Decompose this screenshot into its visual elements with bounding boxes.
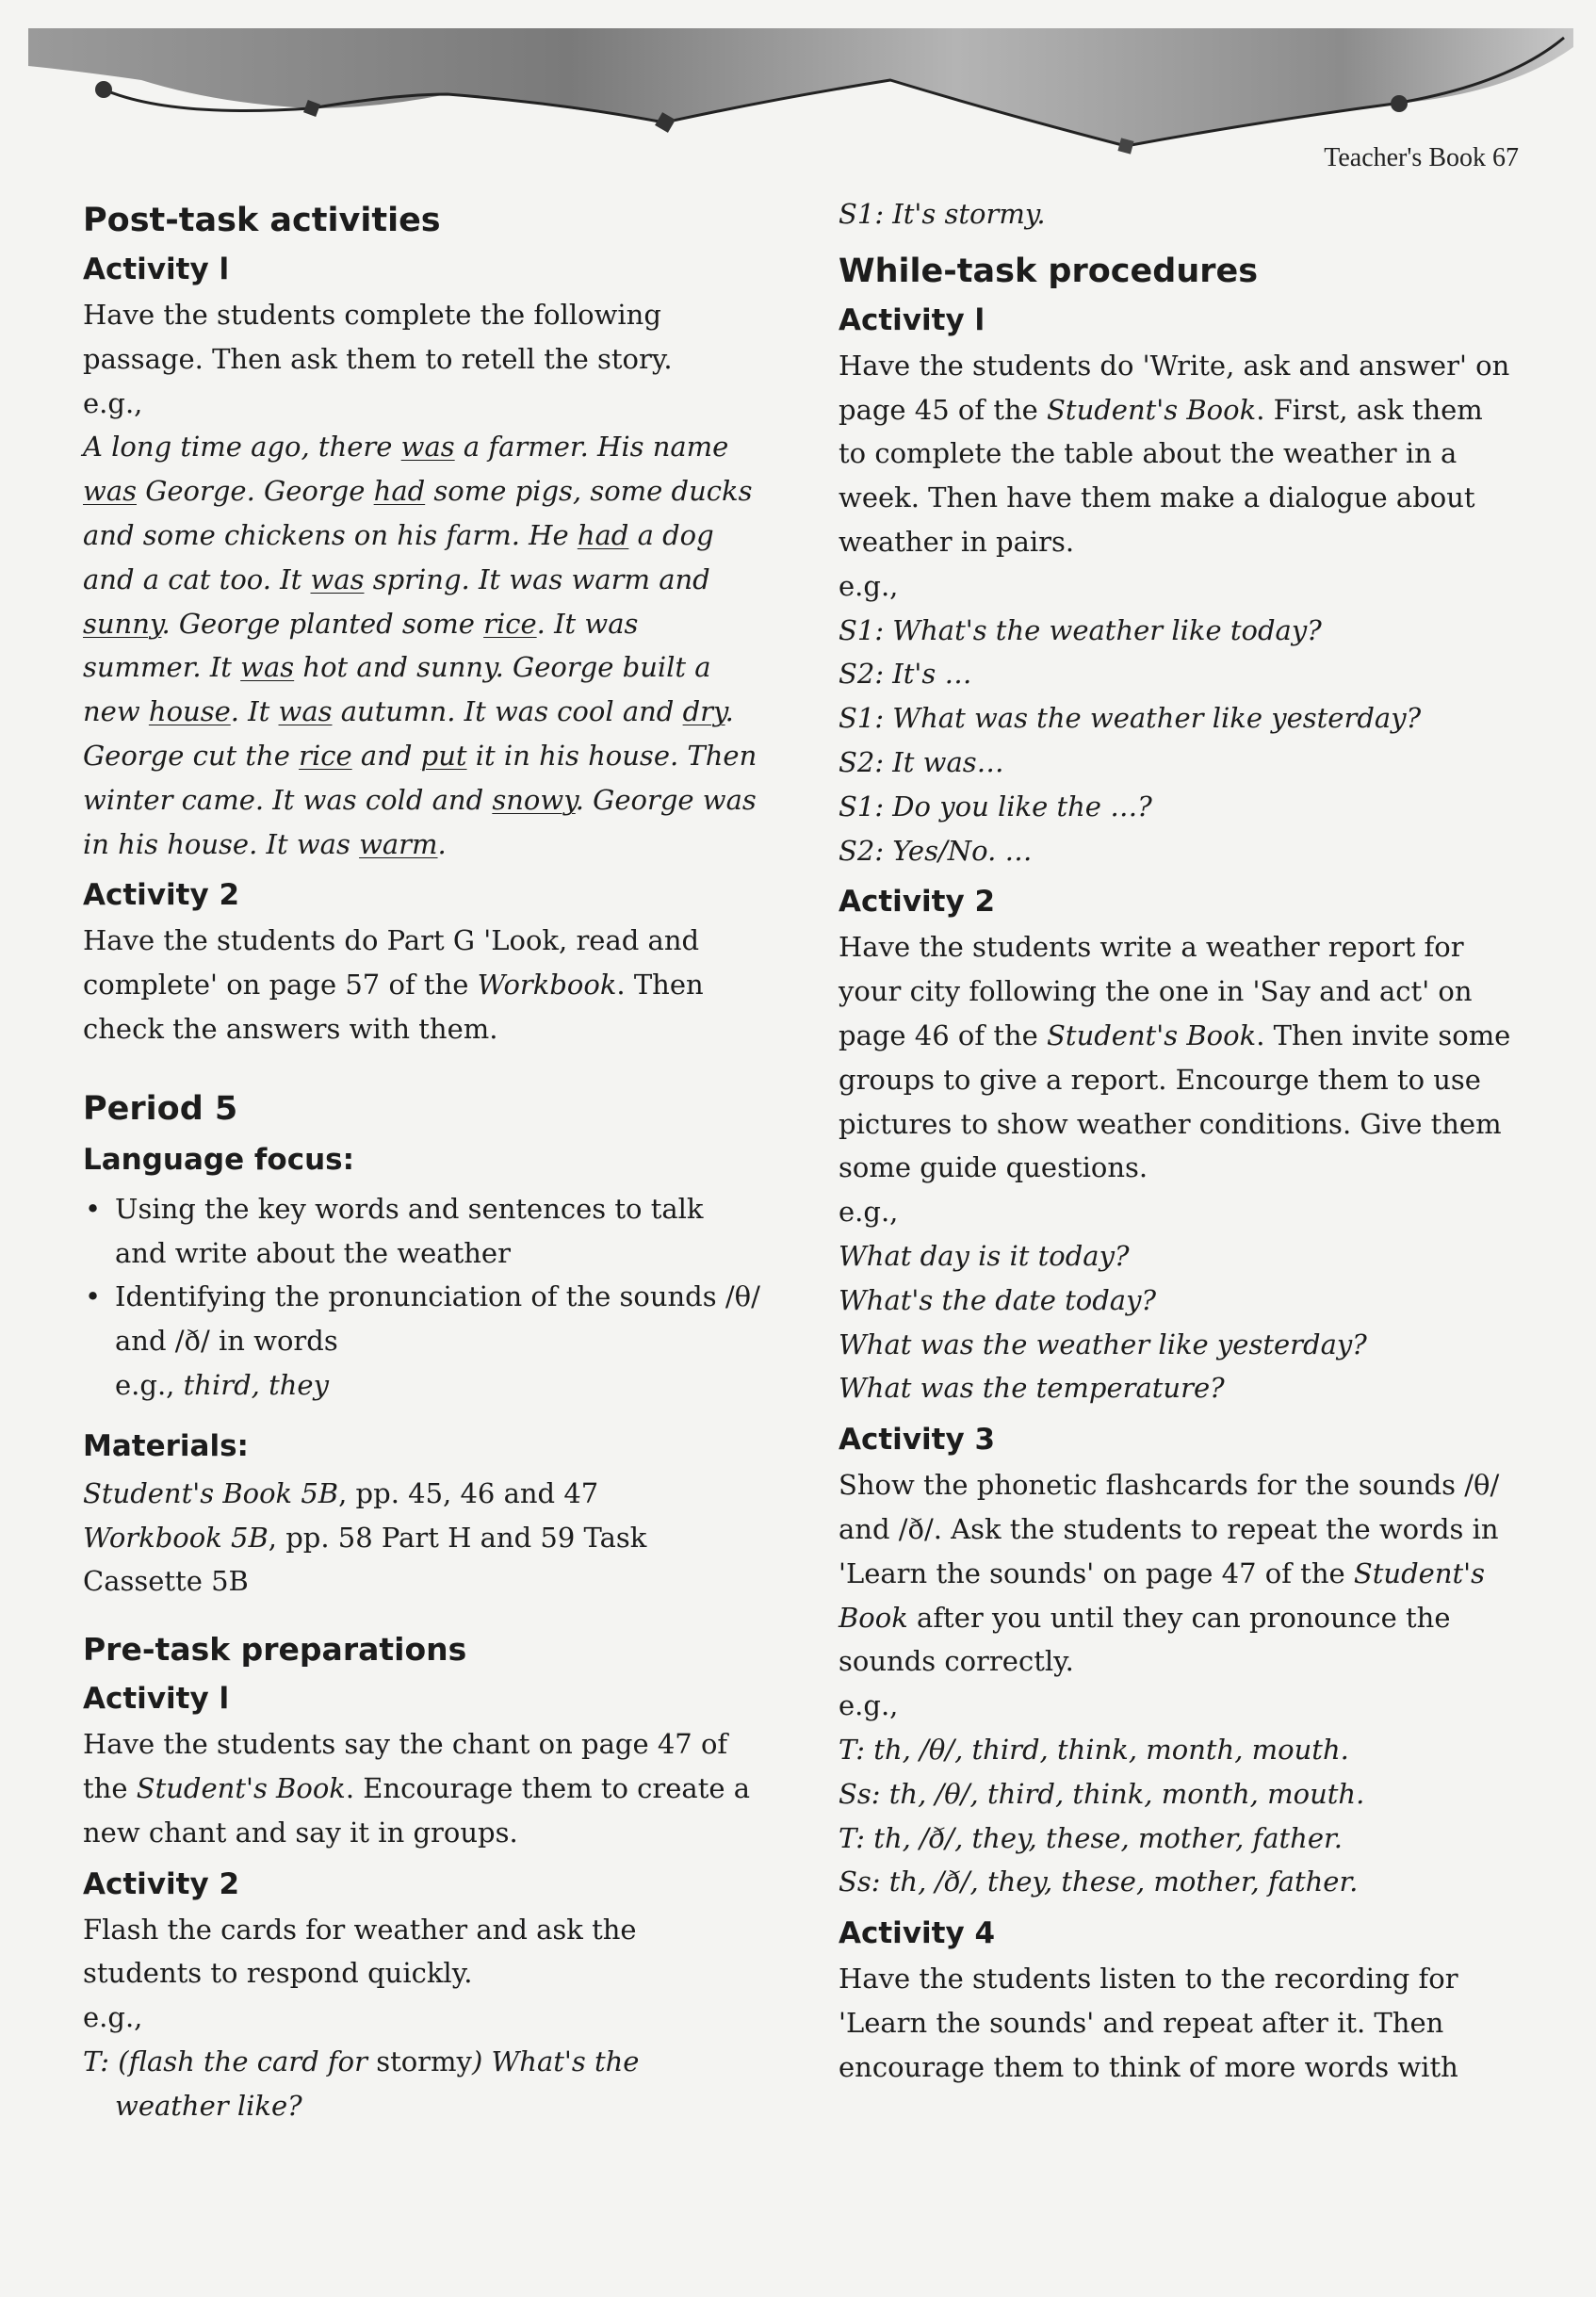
left-column bbox=[83, 193, 761, 2128]
pre-activity-1-instruction: Have the students say the chant on page 47 of the Student's Book. Encourage them to create a new chant and say it in groups. bbox=[83, 1728, 751, 1849]
period-heading: Period 5 bbox=[83, 1089, 238, 1128]
pre-task-heading: Pre-task preparations bbox=[83, 1631, 467, 1669]
materials-heading: Materials: bbox=[83, 1428, 249, 1463]
while-activity-3-heading: Activity 3 bbox=[839, 1423, 996, 1458]
banner-bead bbox=[95, 81, 112, 98]
while-activity-2-instruction: Have the students write a weather report for your city following the one in 'Say and act' on page 46 of the Student's Book. Then invite some groups to give a report. Encourge them to use pictures to show weather conditions. Give them some guide questions. bbox=[839, 931, 1511, 1184]
filled-blank: was bbox=[310, 562, 365, 595]
dialogue-line: S1: It's stormy. bbox=[839, 198, 1046, 230]
story-text: and bbox=[351, 739, 421, 772]
guide-question: What was the weather like yesterday? bbox=[839, 1328, 1367, 1360]
language-focus-list bbox=[83, 1187, 761, 1363]
dialogue-line: S1: What's the weather like today? bbox=[839, 613, 1322, 646]
filled-blank: was bbox=[278, 695, 333, 728]
while-activity-4-instruction: Have the students listen to the recording for 'Learn the sounds' and repeat after it. Then encourage them to think of more words with bbox=[839, 1963, 1458, 2083]
filled-blank: warm bbox=[359, 827, 438, 860]
story-passage bbox=[83, 425, 761, 866]
story-text: . George was in his house. It was bbox=[83, 783, 757, 860]
story-text: . It bbox=[230, 695, 279, 728]
while-task-heading: While-task procedures bbox=[839, 252, 1259, 290]
list-item: • Using the key words and sentences to talk and write about the weather bbox=[83, 1187, 761, 1276]
pre-activity-1-heading: Activity l bbox=[83, 1682, 230, 1717]
teacher-line: T: (flash the card for stormy) What's the weather like? bbox=[83, 2044, 640, 2122]
pre-activity-2-heading: Activity 2 bbox=[83, 1866, 240, 1901]
while-activity-2-heading: Activity 2 bbox=[839, 885, 996, 920]
drill-line: T: th, /θ/, third, think, month, mouth. bbox=[839, 1733, 1349, 1766]
while-activity-3-instruction: Show the phonetic flashcards for the sounds /θ/ and /ð/. Ask the students to repeat the words in 'Learn the sounds' on page 47 of the Student's Book after you until they can pronounce the sounds correctly. bbox=[839, 1469, 1500, 1678]
guide-question: What was the temperature? bbox=[839, 1372, 1225, 1405]
filled-blank: was bbox=[400, 431, 455, 464]
language-focus-heading: Language focus: bbox=[83, 1142, 355, 1177]
filled-blank: rice bbox=[483, 607, 537, 640]
material-item: Workbook 5B, pp. 58 Part H and 59 Task bbox=[83, 1521, 647, 1554]
while-activity-1-instruction: Have the students do 'Write, ask and answer' on page 45 of the Student's Book. First, ask them to complete the table about the weather in a week. Then have them make a dialogue about weather in pairs. bbox=[839, 349, 1510, 558]
filled-blank: had bbox=[373, 475, 426, 508]
dialogue-line: S1: Do you like the …? bbox=[839, 790, 1152, 823]
banner-shape bbox=[28, 28, 1573, 146]
post-task-heading: Post-task activities bbox=[83, 202, 441, 239]
material-item: Cassette 5B bbox=[83, 1565, 249, 1598]
header-banner bbox=[0, 0, 1596, 165]
drill-line: Ss: th, /θ/, third, think, month, mouth. bbox=[839, 1777, 1365, 1810]
eg-label: e.g., bbox=[83, 386, 143, 419]
activity-1-heading: Activity l bbox=[83, 253, 230, 286]
language-focus-example: e.g., third, they bbox=[115, 1368, 329, 1401]
story-text: it in his house. Then winter came. It was cold and bbox=[83, 739, 757, 816]
dialogue-line: S2: Yes/No. … bbox=[839, 834, 1033, 867]
while-activity-4-heading: Activity 4 bbox=[839, 1916, 996, 1951]
list-item: • Identifying the pronunciation of the sounds /θ/ and /ð/ in words bbox=[83, 1275, 761, 1363]
filled-blank: snowy bbox=[492, 783, 576, 816]
right-column bbox=[839, 192, 1517, 2089]
guide-question: What day is it today? bbox=[839, 1239, 1130, 1272]
filled-blank: put bbox=[420, 739, 467, 772]
filled-blank: was bbox=[240, 651, 295, 684]
story-text: spring. It was warm and bbox=[364, 562, 710, 595]
filled-blank: had bbox=[577, 518, 629, 551]
story-text: . George planted some bbox=[161, 607, 484, 640]
filled-blank: rice bbox=[299, 739, 352, 772]
story-text: autumn. It was cool and bbox=[332, 695, 683, 728]
dialogue-line: S2: It's … bbox=[839, 658, 972, 691]
story-text: . George cut the bbox=[83, 695, 734, 772]
eg-label: e.g., bbox=[83, 2001, 143, 2034]
guide-question: What's the date today? bbox=[839, 1283, 1156, 1316]
pre-activity-2-instruction: Flash the cards for weather and ask the students to respond quickly. bbox=[83, 1913, 637, 1990]
story-text: a dog and a cat too. It bbox=[83, 518, 714, 595]
activity-2-instruction: Have the students do Part G 'Look, read and complete' on page 57 of the Workbook. Then check the answers with them. bbox=[83, 924, 704, 1045]
eg-label: e.g., bbox=[839, 1689, 899, 1722]
page-number-label: Teacher's Book 67 bbox=[1324, 143, 1519, 172]
material-item: Student's Book 5B, pp. 45, 46 and 47 bbox=[83, 1476, 599, 1509]
filled-blank: sunny bbox=[83, 607, 162, 640]
activity-2-heading: Activity 2 bbox=[83, 878, 240, 913]
filled-blank: house bbox=[148, 695, 231, 728]
story-text: George. George bbox=[137, 475, 374, 508]
while-activity-1-heading: Activity l bbox=[839, 302, 985, 337]
dialogue-line: S2: It was… bbox=[839, 745, 1004, 778]
story-text: some pigs, some ducks and some chickens on his farm. He bbox=[83, 475, 753, 551]
story-text: hot and sunny. George built a new bbox=[83, 651, 711, 728]
story-text: . bbox=[437, 827, 447, 860]
drill-line: T: th, /ð/, they, these, mother, father. bbox=[839, 1821, 1343, 1854]
filled-blank: was bbox=[83, 475, 137, 508]
banner-bead bbox=[1391, 95, 1408, 112]
filled-blank: dry bbox=[682, 695, 725, 728]
activity-1-instruction: Have the students complete the following passage. Then ask them to retell the story. bbox=[83, 299, 673, 375]
story-text: A long time ago, there bbox=[83, 431, 401, 464]
story-text: . It was summer. It bbox=[83, 607, 639, 684]
dialogue-line: S1: What was the weather like yesterday? bbox=[839, 702, 1422, 735]
story-text: a farmer. His name bbox=[454, 431, 729, 464]
drill-line: Ss: th, /ð/, they, these, mother, father. bbox=[839, 1865, 1359, 1898]
eg-label: e.g., bbox=[839, 569, 899, 602]
dialogue-list bbox=[839, 609, 1517, 873]
eg-label: e.g., bbox=[839, 1196, 899, 1229]
